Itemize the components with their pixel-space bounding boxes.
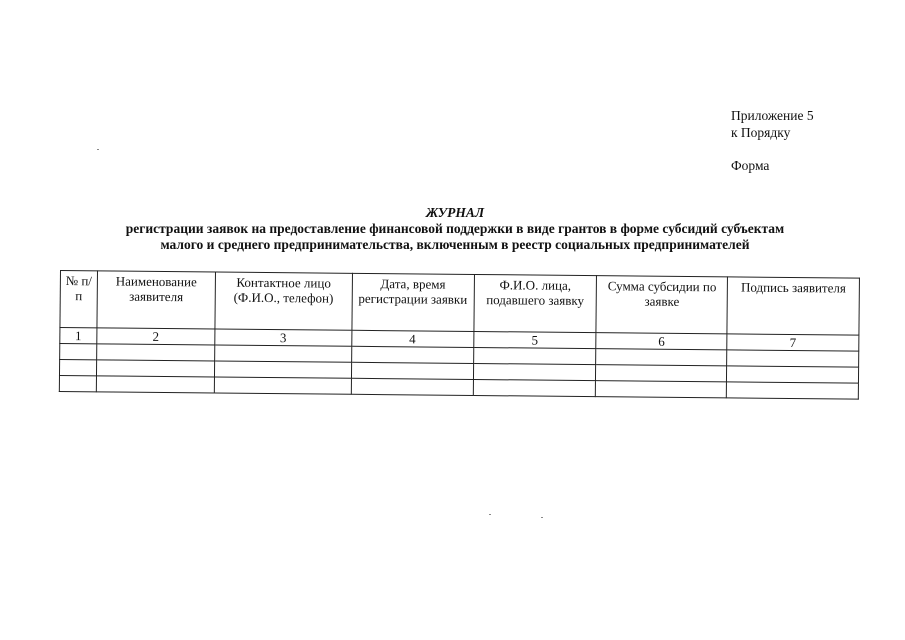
column-number: 4 <box>351 330 473 347</box>
table-cell <box>351 378 473 395</box>
column-number: 6 <box>596 333 727 350</box>
document-title <box>70 205 840 253</box>
column-number: 5 <box>473 331 596 348</box>
journal-heading: ЖУРНАЛ <box>425 205 485 220</box>
header-number: № п/п <box>60 271 97 328</box>
table-cell <box>473 379 596 396</box>
table-cell <box>473 347 596 364</box>
table-cell <box>97 344 215 361</box>
column-number: 2 <box>97 328 215 345</box>
header-registration-datetime: Дата, время регистрации заявки <box>352 273 474 331</box>
scan-speck <box>97 149 99 150</box>
table-cell <box>596 365 727 382</box>
table-cell <box>726 382 858 399</box>
header-submitter-name: Ф.И.О. лица, подавшего заявку <box>473 274 596 332</box>
table-cell <box>59 375 96 391</box>
table-header-row <box>60 271 860 336</box>
column-number: 3 <box>215 329 352 346</box>
table-cell <box>214 377 351 394</box>
table-cell <box>96 376 214 393</box>
scan-speck <box>489 514 491 515</box>
table-cell <box>351 362 473 379</box>
header-applicant-signature: Подпись заявителя <box>727 277 859 335</box>
column-number: 1 <box>60 328 97 344</box>
scan-speck <box>541 517 543 518</box>
table-cell <box>60 344 97 360</box>
table-cell <box>351 346 473 363</box>
header-contact-person: Контактное лицо (Ф.И.О., телефон) <box>215 272 352 330</box>
form-label: Форма <box>731 158 770 173</box>
appendix-number: Приложение 5 <box>731 108 814 123</box>
journal-subtitle-line-2: малого и среднего предпринимательства, включенным в реестр социальных предпринимателей <box>160 237 750 252</box>
table-cell <box>596 381 727 398</box>
registration-journal-table <box>59 270 860 400</box>
table-cell <box>727 366 859 383</box>
header-applicant-name: Наименование заявителя <box>97 271 215 329</box>
appendix-order-ref: к Порядку <box>731 125 791 140</box>
journal-subtitle-line-1: регистрации заявок на предоставление финансовой поддержки в виде грантов в форме субсидий субъектам <box>125 221 785 236</box>
table-cell <box>727 350 859 367</box>
table-cell <box>214 361 351 378</box>
table-cell <box>214 345 351 362</box>
table-cell <box>596 349 727 366</box>
header-subsidy-amount: Сумма субсидии по заявке <box>596 276 727 334</box>
appendix-block <box>731 107 814 141</box>
table-cell <box>96 360 214 377</box>
table-cell <box>59 360 96 376</box>
column-number: 7 <box>727 334 859 351</box>
table-cell <box>473 363 596 380</box>
